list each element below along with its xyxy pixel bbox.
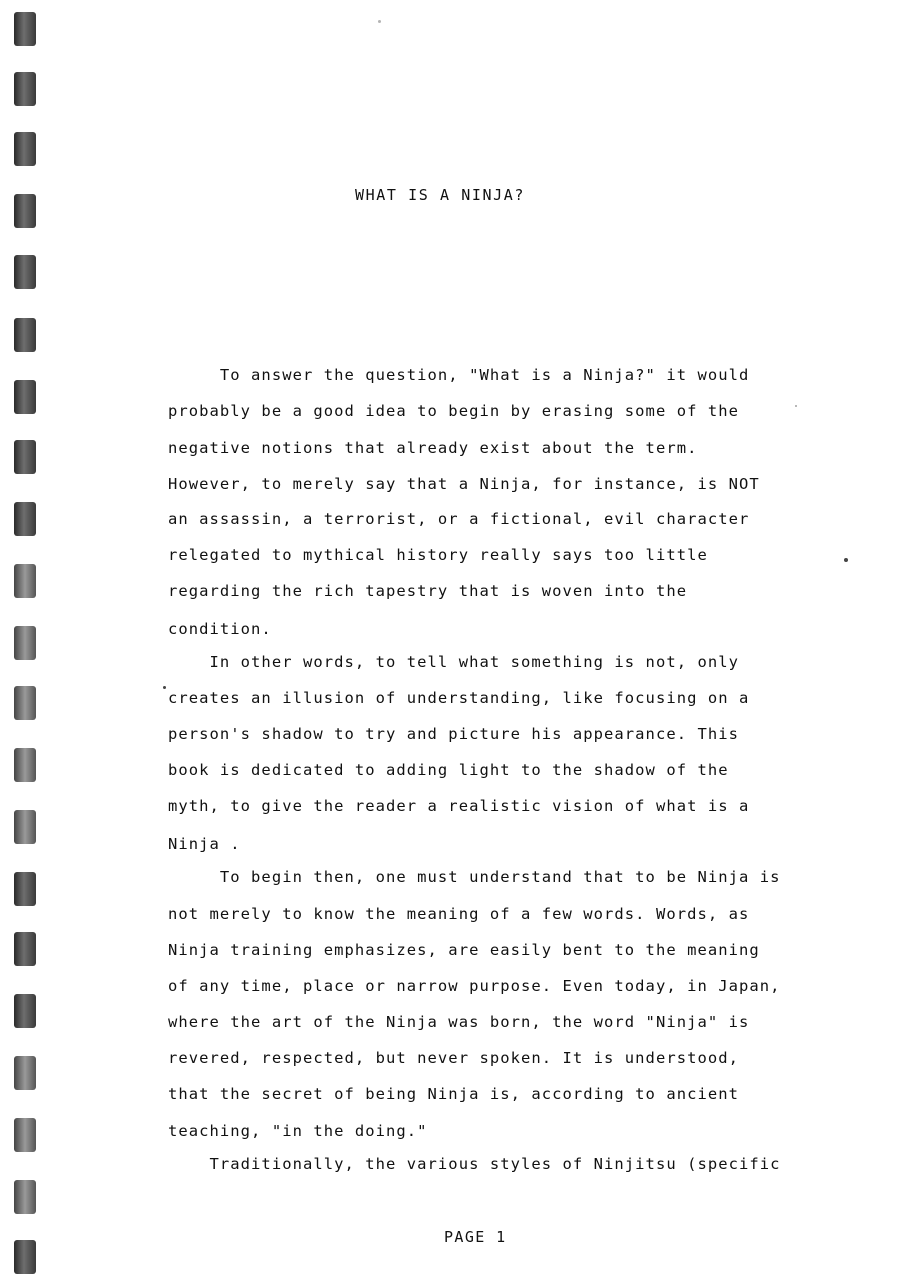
binding-hole bbox=[14, 748, 36, 782]
text-line: Ninja . bbox=[168, 835, 241, 853]
text-line: revered, respected, but never spoken. It is understood, bbox=[168, 1049, 739, 1067]
binding-hole bbox=[14, 1056, 36, 1090]
text-line: that the secret of being Ninja is, according to ancient bbox=[168, 1085, 739, 1103]
paper-speck bbox=[795, 405, 797, 407]
binding-hole bbox=[14, 1118, 36, 1152]
page-title: WHAT IS A NINJA? bbox=[354, 186, 526, 204]
paper-speck bbox=[163, 686, 166, 689]
binding-hole bbox=[14, 318, 36, 352]
page-number: PAGE 1 bbox=[444, 1228, 507, 1246]
binding-hole bbox=[14, 686, 36, 720]
text-line: an assassin, a terrorist, or a fictional, evil character bbox=[168, 510, 750, 528]
text-line: of any time, place or narrow purpose. Even today, in Japan, bbox=[168, 977, 781, 995]
text-line: However, to merely say that a Ninja, for instance, is NOT bbox=[168, 475, 760, 493]
text-line: creates an illusion of understanding, like focusing on a bbox=[168, 689, 750, 707]
text-line: regarding the rich tapestry that is woven into the bbox=[168, 582, 688, 600]
text-line: book is dedicated to adding light to the shadow of the bbox=[168, 761, 729, 779]
text-line: teaching, "in the doing." bbox=[168, 1122, 428, 1140]
text-line: In other words, to tell what something is not, only bbox=[168, 653, 739, 671]
text-line: negative notions that already exist about the term. bbox=[168, 439, 698, 457]
text-line: myth, to give the reader a realistic vision of what is a bbox=[168, 797, 750, 815]
binding-hole bbox=[14, 255, 36, 289]
binding-hole bbox=[14, 626, 36, 660]
text-line: Traditionally, the various styles of Ninjitsu (specific bbox=[168, 1155, 781, 1173]
text-line: condition. bbox=[168, 620, 272, 638]
text-line: relegated to mythical history really says too little bbox=[168, 546, 708, 564]
binding-hole bbox=[14, 1180, 36, 1214]
binding-hole bbox=[14, 12, 36, 46]
binding-hole bbox=[14, 132, 36, 166]
text-line: person's shadow to try and picture his appearance. This bbox=[168, 725, 739, 743]
text-line: where the art of the Ninja was born, the word "Ninja" is bbox=[168, 1013, 750, 1031]
binding-hole bbox=[14, 810, 36, 844]
paper-speck bbox=[378, 20, 381, 23]
text-line: To answer the question, "What is a Ninja?" it would bbox=[168, 366, 750, 384]
text-line: Ninja training emphasizes, are easily bent to the meaning bbox=[168, 941, 760, 959]
binding-hole bbox=[14, 440, 36, 474]
binding-hole bbox=[14, 1240, 36, 1274]
binding-hole bbox=[14, 932, 36, 966]
binding-hole bbox=[14, 72, 36, 106]
binding-hole bbox=[14, 502, 36, 536]
text-line: not merely to know the meaning of a few words. Words, as bbox=[168, 905, 750, 923]
text-line: To begin then, one must understand that to be Ninja is bbox=[168, 868, 781, 886]
binding-hole bbox=[14, 564, 36, 598]
binding-hole bbox=[14, 872, 36, 906]
binding-hole bbox=[14, 994, 36, 1028]
text-line: probably be a good idea to begin by erasing some of the bbox=[168, 402, 739, 420]
binding-hole bbox=[14, 380, 36, 414]
paper-speck bbox=[844, 558, 848, 562]
